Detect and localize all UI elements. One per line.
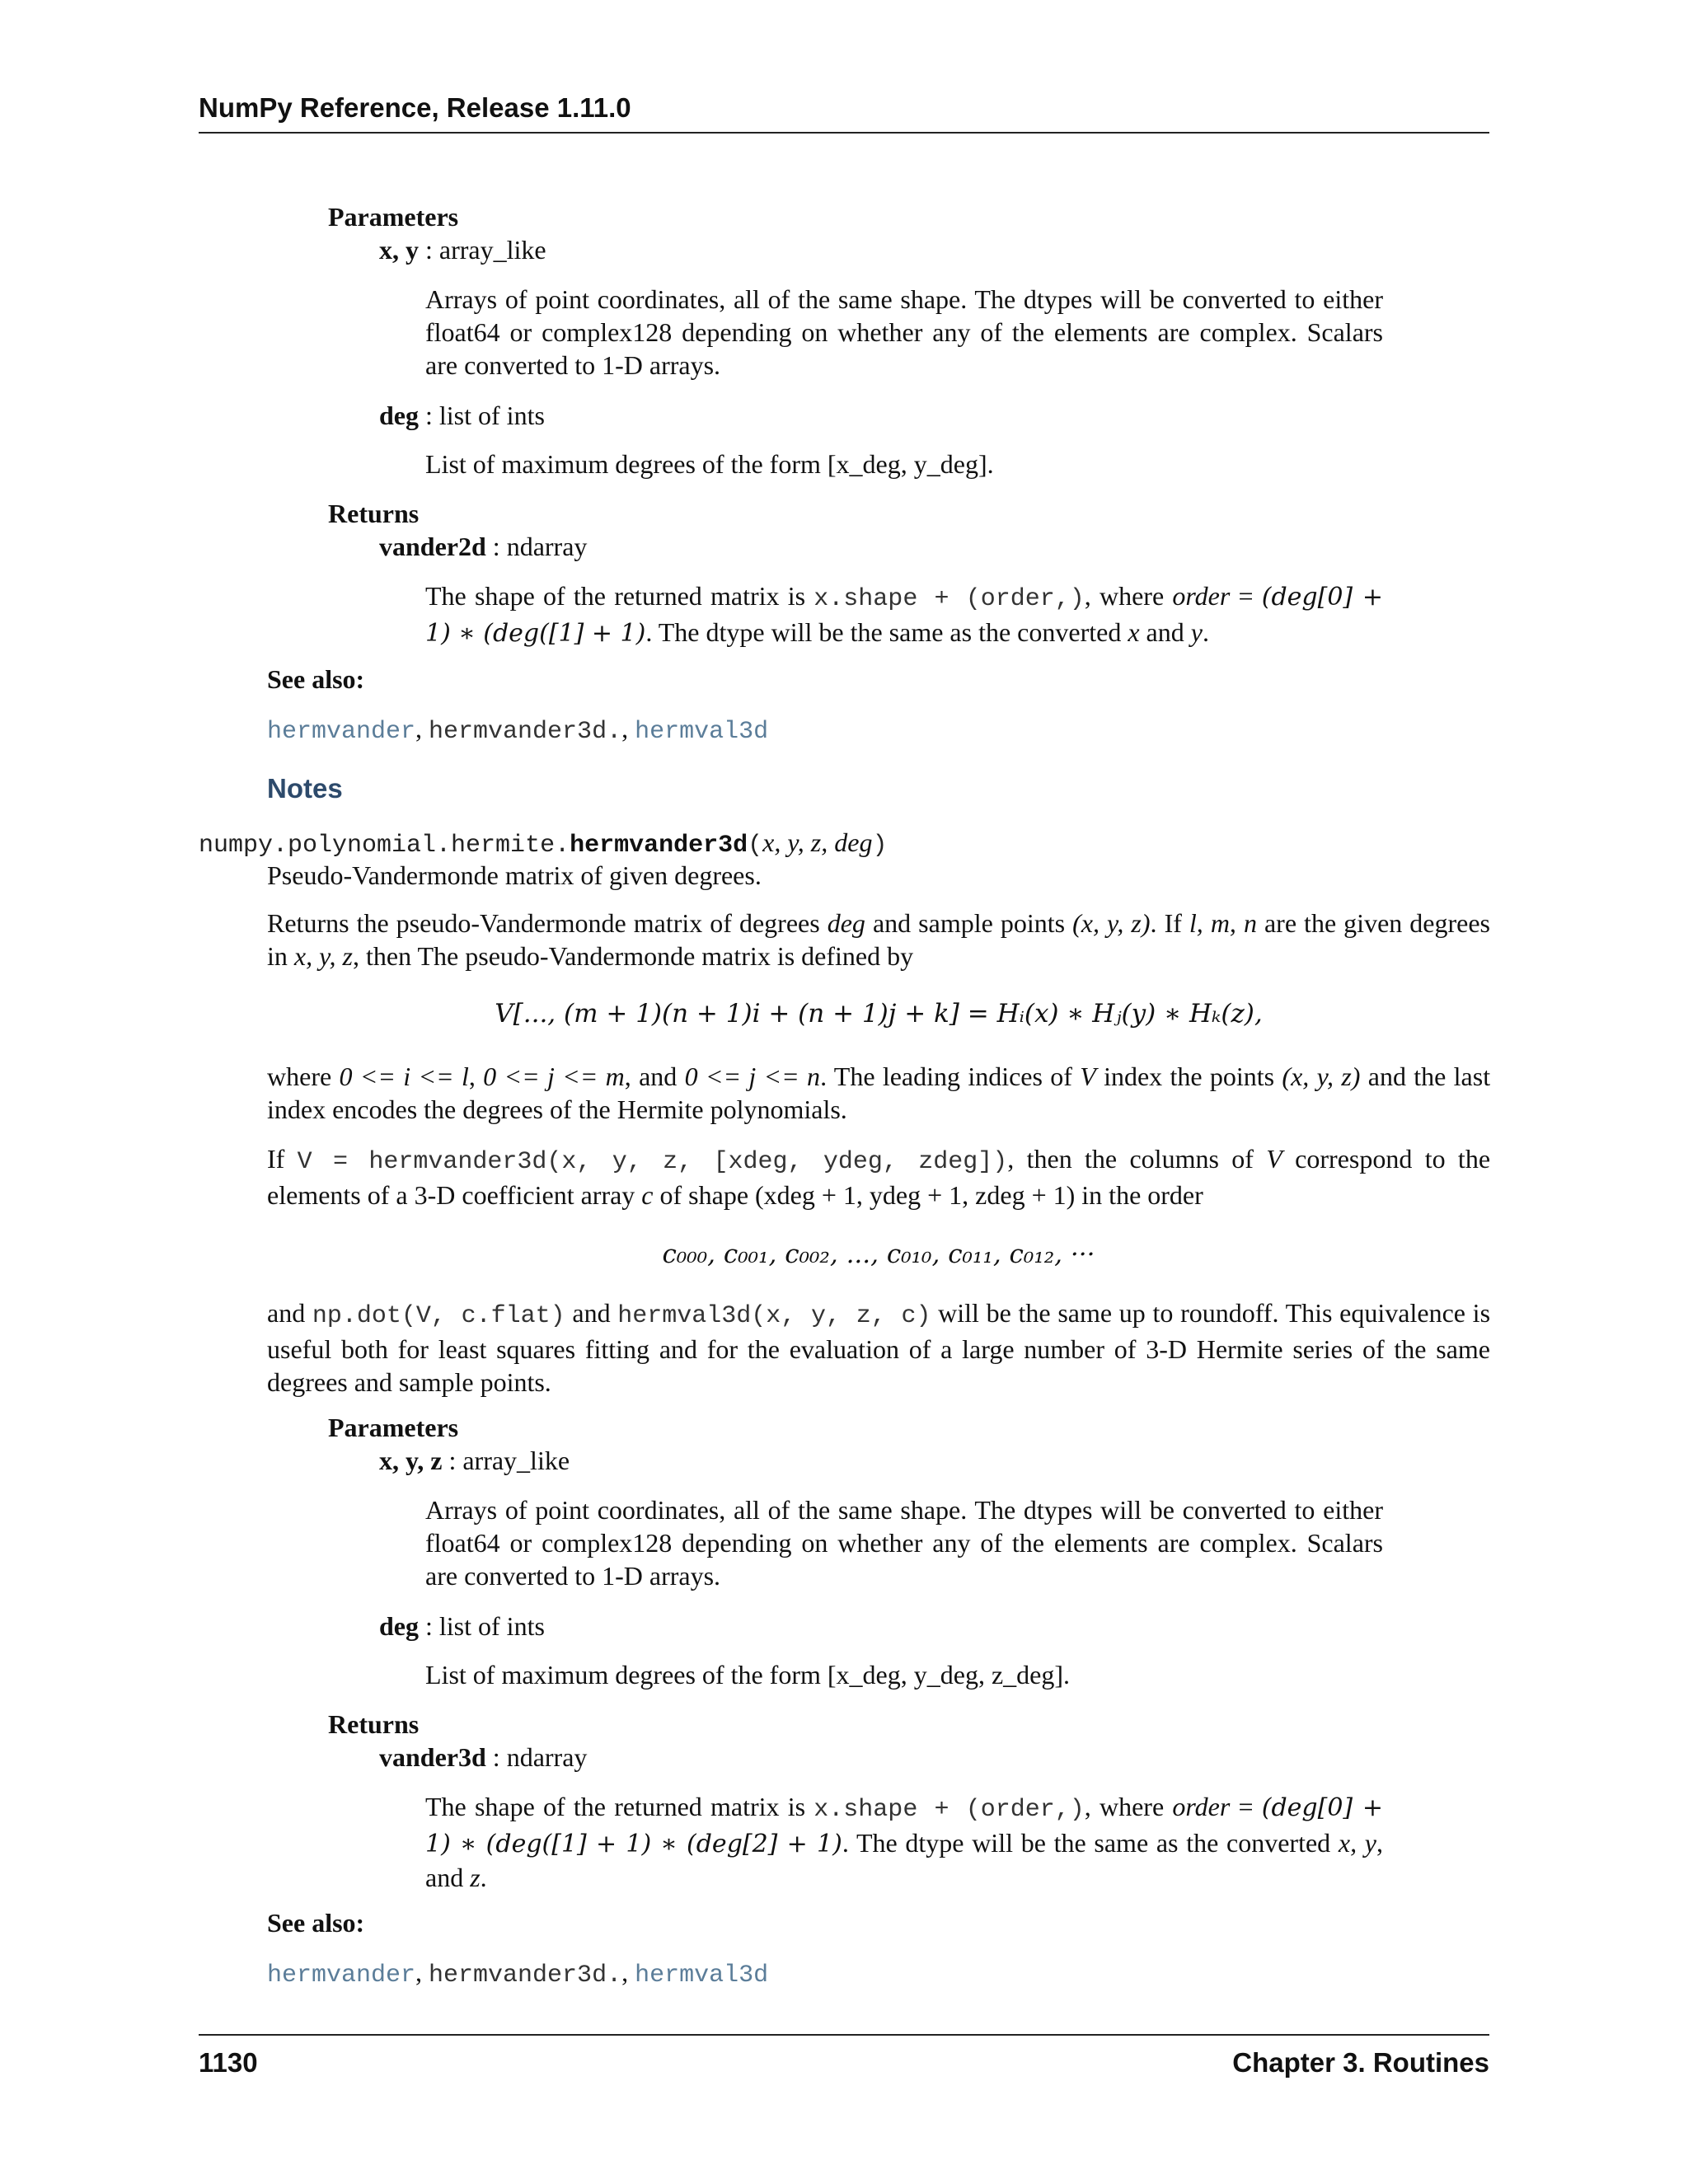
math-var: y [1190, 617, 1203, 647]
function-args: x, y, z, deg [762, 827, 873, 857]
param-name: deg [379, 1611, 419, 1641]
return-description [425, 1790, 1383, 1894]
emph: (x, y, z) [1282, 1062, 1361, 1091]
emph: 0 <= j <= n [684, 1062, 821, 1091]
param-name: deg [379, 401, 419, 430]
text-run: of shape (xdeg + 1, ydeg + 1, zdeg + 1) in the order [653, 1180, 1203, 1210]
inline-code: np.dot(V, c.flat) [312, 1302, 565, 1330]
page-number: 1130 [199, 2047, 258, 2078]
param-xy-description: Arrays of point coordinates, all of the same shape. The dtypes will be converted to either float64 or complex128 depending on whether any of the elements are complex. Scalars are converted to 1-D arrays. [425, 284, 1383, 380]
return-description [425, 579, 1383, 650]
text-run: index the points [1095, 1062, 1282, 1091]
separator: , [621, 714, 635, 743]
link-hermval3d[interactable]: hermval3d [635, 718, 769, 746]
text-run: . The dtype will be the same as the converted [645, 617, 1128, 647]
separator: , [415, 714, 429, 743]
param-type: : list of ints [419, 1611, 545, 1641]
paragraph-equivalence [267, 1296, 1490, 1399]
return-vander3d [379, 1741, 587, 1774]
text-run: The shape of the returned matrix is [425, 581, 814, 611]
emph: c [641, 1180, 654, 1210]
text-run: = [1230, 581, 1262, 611]
math-var: order [1172, 1792, 1231, 1821]
emph: 0 <= i <= l [339, 1062, 469, 1091]
text-run: where [267, 1062, 340, 1091]
return-name: vander3d [379, 1742, 486, 1772]
page-footer [199, 2034, 1489, 2085]
emph: deg [827, 908, 865, 938]
text-run: , where [1084, 1792, 1173, 1821]
return-type: : ndarray [485, 1742, 588, 1772]
text-run: , then The pseudo-Vandermonde matrix is defined by [352, 941, 914, 971]
param-type: : list of ints [419, 401, 545, 430]
function-signature [199, 826, 887, 862]
math-var: x, y [1338, 1828, 1377, 1858]
text-run: , then the columns of [1007, 1144, 1267, 1174]
link-hermval3d[interactable]: hermval3d [635, 1961, 769, 1990]
math-var: x [1128, 617, 1140, 647]
return-type: : ndarray [485, 532, 588, 561]
emph: x, y, z [293, 941, 353, 971]
text-run: and [565, 1298, 618, 1328]
text-run: . The leading indices of [820, 1062, 1081, 1091]
emph: V [1080, 1062, 1096, 1091]
param-type: : array_like [442, 1446, 570, 1475]
see-also-links [267, 712, 768, 748]
link-hermvander[interactable]: hermvander [267, 718, 416, 746]
param-deg [379, 399, 545, 432]
paren: ( [748, 832, 763, 860]
see-also-heading: See also: [267, 664, 365, 694]
text-run: correspond to the elements of a 3-D coefficient array [267, 1144, 1491, 1210]
param-xyz [379, 1444, 570, 1477]
ref-hermvander3d: hermvander3d. [429, 718, 622, 746]
math-var: z [470, 1863, 481, 1892]
return-vander2d [379, 530, 587, 563]
text-run: If [267, 1144, 298, 1174]
text-run: will be the same up to roundoff. This equivalence is useful both for least squares fitting and for the evaluation of a large number of 3-D Hermite series of the same degrees and sample points. [267, 1298, 1491, 1397]
module-path: numpy.polynomial.hermite. [199, 832, 570, 860]
text-run: and [1139, 617, 1191, 647]
equation-order: c₀₀₀, c₀₀₁, c₀₀₂, ..., c₀₁₀, c₀₁₁, c₀₁₂, ··· [662, 1240, 1095, 1269]
inline-code: hermval3d(x, y, z, c) [617, 1302, 931, 1330]
text-run: , and [425, 1828, 1384, 1892]
inline-code: x.shape + (order,) [814, 585, 1085, 613]
text-run: , [468, 1062, 484, 1091]
param-type: : array_like [419, 235, 546, 265]
param-name: x, y [379, 235, 419, 265]
ref-hermvander3d: hermvander3d. [429, 1961, 622, 1990]
text-run: Returns the pseudo-Vandermonde matrix of degrees [267, 908, 828, 938]
text-run: . [1202, 617, 1209, 647]
separator: , [415, 1957, 429, 1987]
inline-code: x.shape + (order,) [814, 1796, 1085, 1824]
param-deg-description: List of maximum degrees of the form [x_deg, y_deg, z_deg]. [425, 1660, 1070, 1690]
param-xyz-description: Arrays of point coordinates, all of the same shape. The dtypes will be converted to either float64 or complex128 depending on whether any of the elements are complex. Scalars are converted to 1-D arrays. [425, 1495, 1383, 1591]
inline-code: V = hermvander3d(x, y, z, [xdeg, ydeg, zdeg]) [297, 1148, 1008, 1176]
param-xy [379, 233, 546, 266]
paragraph-columns [267, 1142, 1490, 1212]
chapter-title: Chapter 3. Routines [1232, 2047, 1489, 2078]
text-run: . If [1150, 908, 1189, 938]
returns-heading: Returns [328, 499, 420, 528]
param-deg-description: List of maximum degrees of the form [x_deg, y_deg]. [425, 449, 994, 479]
emph: 0 <= j <= m [483, 1062, 625, 1091]
see-also-heading: See also: [267, 1908, 365, 1938]
text-run: The shape of the returned matrix is [425, 1792, 814, 1821]
parameters-heading: Parameters [328, 202, 459, 232]
parameters-heading: Parameters [328, 1413, 459, 1442]
param-name: x, y, z [379, 1446, 443, 1475]
math-formula: (deg[0] + 1) ∗ (deg([1] + 1) [425, 583, 1383, 648]
return-name: vander2d [379, 532, 486, 561]
notes-heading: Notes [267, 773, 343, 804]
math-formula: (deg[0] + 1) ∗ (deg([1] + 1) ∗ (deg[2] + 1) [425, 1793, 1383, 1858]
text-run: . [480, 1863, 487, 1892]
text-run: , where [1084, 581, 1173, 611]
emph: l, m, n [1189, 908, 1257, 938]
emph: V [1266, 1144, 1282, 1174]
text-run: and sample points [865, 908, 1073, 938]
math-var: order [1172, 581, 1231, 611]
paren: ) [872, 832, 888, 860]
text-run: and [267, 1298, 312, 1328]
paragraph-indices [267, 1060, 1490, 1126]
separator: , [621, 1957, 635, 1987]
see-also-links [267, 1956, 768, 1992]
link-hermvander[interactable]: hermvander [267, 1961, 416, 1990]
page-header [199, 92, 1489, 134]
returns-heading: Returns [328, 1709, 420, 1739]
equation-vandermonde: V[..., (m + 1)(n + 1)i + (n + 1)j + k] = Hᵢ(x) ∗ Hⱼ(y) ∗ Hₖ(z), [495, 999, 1263, 1029]
paragraph-definition [267, 907, 1490, 972]
text-run: = [1230, 1792, 1262, 1821]
text-run: . The dtype will be the same as the converted [842, 1828, 1339, 1858]
emph: (x, y, z) [1072, 908, 1151, 938]
header-title: NumPy Reference, Release 1.11.0 [199, 92, 631, 123]
text-run: are the given degrees in [267, 908, 1491, 971]
function-summary: Pseudo-Vandermonde matrix of given degrees. [267, 860, 762, 890]
function-name: hermvander3d [570, 832, 748, 860]
text-run: , and [624, 1062, 685, 1091]
text-run: and the last index encodes the degrees of the Hermite polynomials. [267, 1062, 1491, 1124]
param-deg [379, 1610, 545, 1643]
